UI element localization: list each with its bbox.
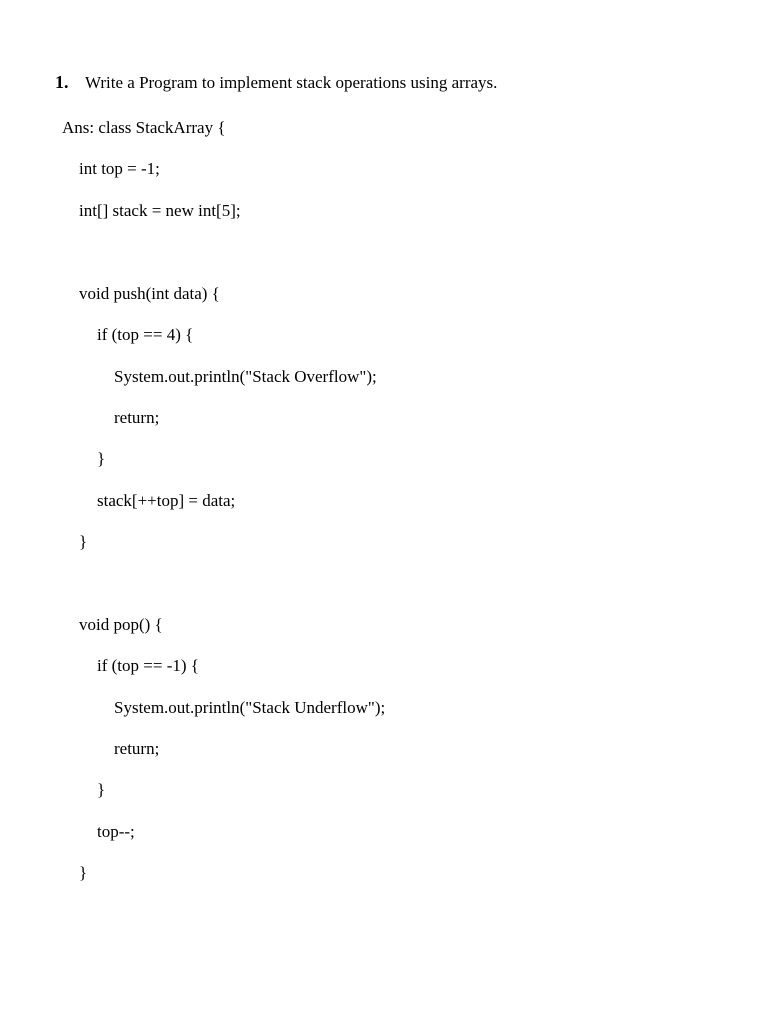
answer-line: return; xyxy=(114,408,160,427)
question-number: 1. xyxy=(55,72,69,92)
answer-line: } xyxy=(79,532,88,551)
answer-line: void push(int data) { xyxy=(79,284,220,303)
answer-line: } xyxy=(97,449,106,468)
answer-line: if (top == 4) { xyxy=(97,325,194,344)
answer-line: Ans: class StackArray { xyxy=(62,118,226,137)
answer-line: top--; xyxy=(97,822,135,841)
answer-line: } xyxy=(79,863,88,882)
answer-line: System.out.println("Stack Overflow"); xyxy=(114,367,377,386)
answer-line: if (top == -1) { xyxy=(97,656,199,675)
answer-line: stack[++top] = data; xyxy=(97,491,236,510)
answer-line: void pop() { xyxy=(79,615,163,634)
answer-line: return; xyxy=(114,739,160,758)
answer-line: System.out.println("Stack Underflow"); xyxy=(114,698,386,717)
question-heading xyxy=(55,71,497,94)
question-text: Write a Program to implement stack operations using arrays. xyxy=(85,73,498,92)
answer-line: int top = -1; xyxy=(79,159,160,178)
answer-line: } xyxy=(97,780,106,799)
answer-line: int[] stack = new int[5]; xyxy=(79,201,241,220)
